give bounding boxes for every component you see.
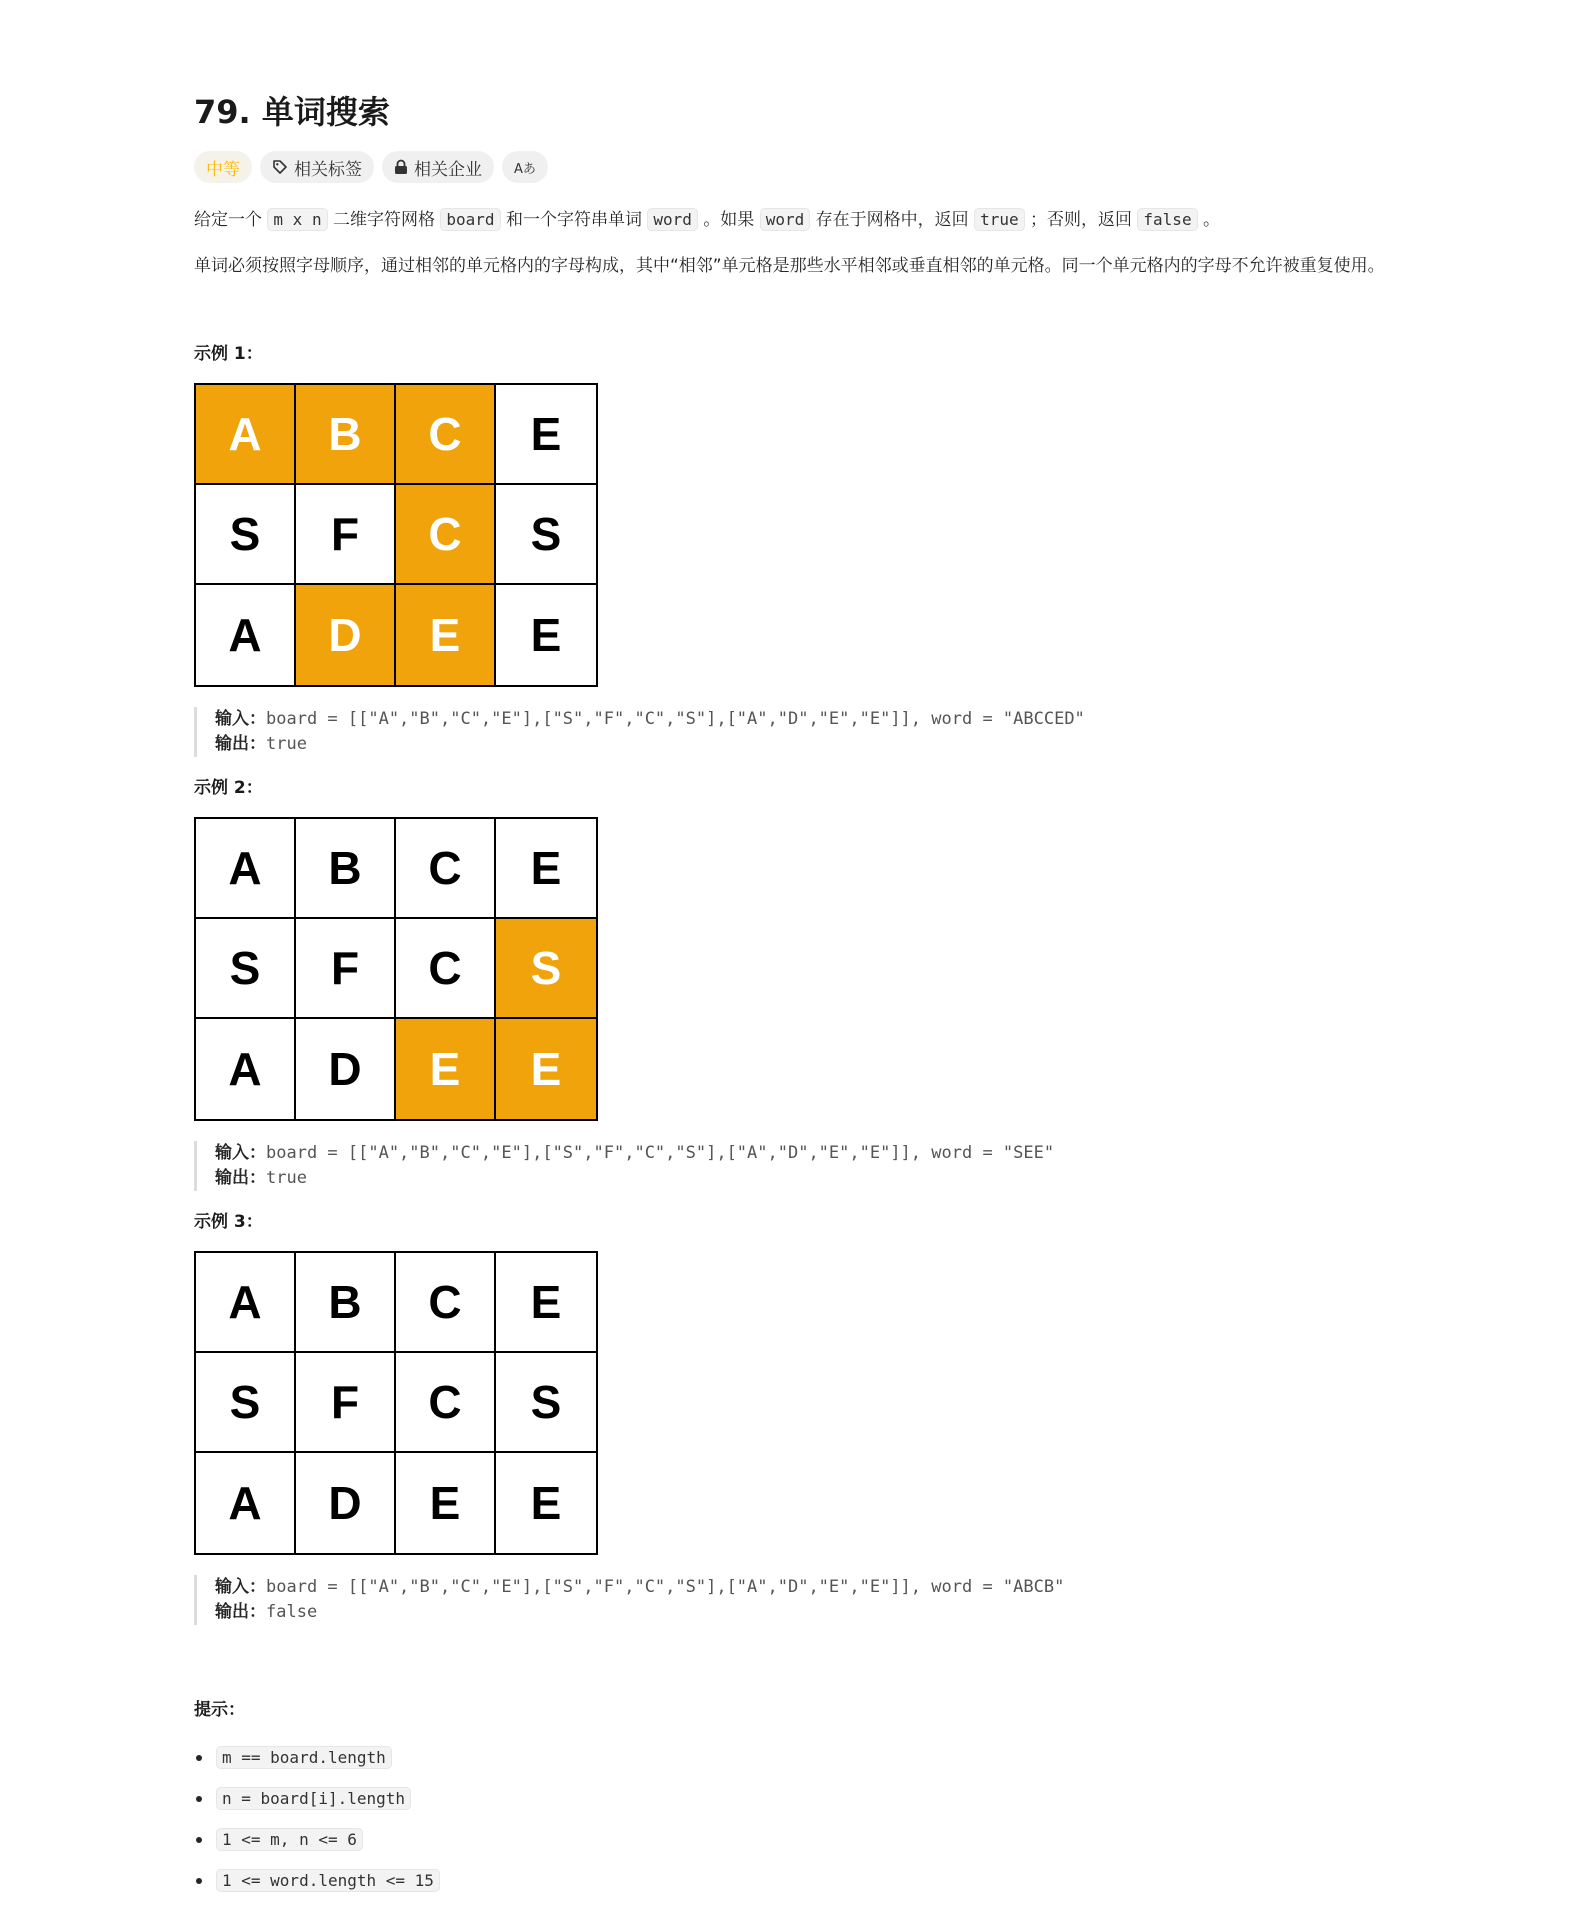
constraints — [194, 1697, 1444, 1901]
board-cell: E — [496, 1453, 596, 1553]
input-value: board = [["A","B","C","E"],["S","F","C","S"],["A","D","E","E"]], word = "ABCCED" — [266, 709, 1085, 729]
output-label: 输出： — [215, 1602, 266, 1622]
input-value: board = [["A","B","C","E"],["S","F","C","S"],["A","D","E","E"]], word = "SEE" — [266, 1143, 1055, 1163]
board-cell: S — [496, 1353, 596, 1453]
example-1 — [194, 341, 1444, 757]
problem-title: 79. 单词搜索 — [194, 93, 390, 131]
output-label: 输出： — [215, 734, 266, 754]
board-grid — [194, 817, 598, 1121]
example-title: 示例 1： — [194, 344, 263, 364]
related-tags-label: 相关标签 — [294, 159, 362, 180]
board-cell: S — [196, 919, 296, 1019]
example-io — [194, 707, 1444, 757]
example-io — [194, 1141, 1444, 1191]
lock-icon — [394, 159, 408, 175]
board-cell: F — [296, 485, 396, 585]
board-cell: A — [196, 819, 296, 919]
translate-icon: Aあ — [514, 161, 536, 177]
example-3 — [194, 1209, 1444, 1625]
problem-page — [194, 92, 1444, 1901]
related-companies-button[interactable] — [382, 151, 494, 183]
board-cell: S — [196, 485, 296, 585]
inline-code: m x n — [267, 208, 327, 231]
board-cell: F — [296, 919, 396, 1019]
board-cell: E — [496, 1019, 596, 1119]
input-label: 输入： — [215, 1577, 266, 1597]
board-cell: D — [296, 1019, 396, 1119]
board-cell: C — [396, 1253, 496, 1353]
board-cell: E — [396, 585, 496, 685]
board-cell: E — [496, 385, 596, 485]
board-cell: S — [196, 1353, 296, 1453]
input-label: 输入： — [215, 1143, 266, 1163]
constraints-title: 提示： — [194, 1700, 245, 1720]
inline-code: false — [1137, 208, 1197, 231]
translate-button[interactable] — [502, 151, 548, 183]
inline-code: true — [974, 208, 1025, 231]
input-value: board = [["A","B","C","E"],["S","F","C","S"],["A","D","E","E"]], word = "ABCB" — [266, 1577, 1065, 1597]
board-cell: C — [396, 819, 496, 919]
board-cell: A — [196, 385, 296, 485]
inline-code: board — [440, 208, 500, 231]
inline-code: word — [760, 208, 811, 231]
board-cell: E — [496, 819, 596, 919]
board-cell: B — [296, 1253, 396, 1353]
output-value: true — [266, 734, 307, 754]
example-2 — [194, 775, 1444, 1191]
example-io — [194, 1575, 1444, 1625]
board-cell: D — [296, 585, 396, 685]
related-tags-button[interactable] — [260, 151, 374, 183]
input-label: 输入： — [215, 709, 266, 729]
board-grid — [194, 1251, 598, 1555]
related-companies-label: 相关企业 — [414, 159, 482, 180]
board-cell: A — [196, 1453, 296, 1553]
tag-icon — [272, 159, 288, 175]
board-cell: A — [196, 1019, 296, 1119]
board-cell: A — [196, 1253, 296, 1353]
board-cell: B — [296, 819, 396, 919]
output-value: true — [266, 1168, 307, 1188]
board-cell: S — [496, 485, 596, 585]
constraint-item: 1 <= m, n <= 6 — [194, 1819, 1444, 1860]
board-cell: S — [496, 919, 596, 1019]
board-cell: E — [396, 1453, 496, 1553]
inline-code: word — [647, 208, 698, 231]
board-cell: D — [296, 1453, 396, 1553]
board-cell: C — [396, 919, 496, 1019]
board-cell: E — [496, 1253, 596, 1353]
board-cell: A — [196, 585, 296, 685]
board-cell: C — [396, 485, 496, 585]
constraint-item: m == board.length — [194, 1737, 1444, 1778]
output-value: false — [266, 1602, 318, 1622]
output-label: 输出： — [215, 1168, 266, 1188]
board-cell: F — [296, 1353, 396, 1453]
description-paragraph-2: 单词必须按照字母顺序，通过相邻的单元格内的字母构成，其中“相邻”单元格是那些水平相邻或垂直相邻的单元格。同一个单元格内的字母不允许被重复使用。 — [194, 256, 1385, 276]
board-cell: C — [396, 385, 496, 485]
tag-row — [194, 151, 1444, 183]
board-cell: E — [396, 1019, 496, 1119]
board-cell: C — [396, 1353, 496, 1453]
constraint-item: n = board[i].length — [194, 1778, 1444, 1819]
constraint-item: 1 <= word.length <= 15 — [194, 1860, 1444, 1901]
board-grid — [194, 383, 598, 687]
board-cell: B — [296, 385, 396, 485]
difficulty-badge[interactable]: 中等 — [194, 151, 252, 183]
example-title: 示例 3： — [194, 1212, 263, 1232]
constraints-list — [194, 1737, 1444, 1901]
description-paragraph-1: 给定一个 m x n 二维字符网格 board 和一个字符串单词 word 。如果 word 存在于网格中，返回 true ；否则，返回 false 。 — [194, 210, 1220, 230]
board-cell: E — [496, 585, 596, 685]
example-title: 示例 2： — [194, 778, 263, 798]
